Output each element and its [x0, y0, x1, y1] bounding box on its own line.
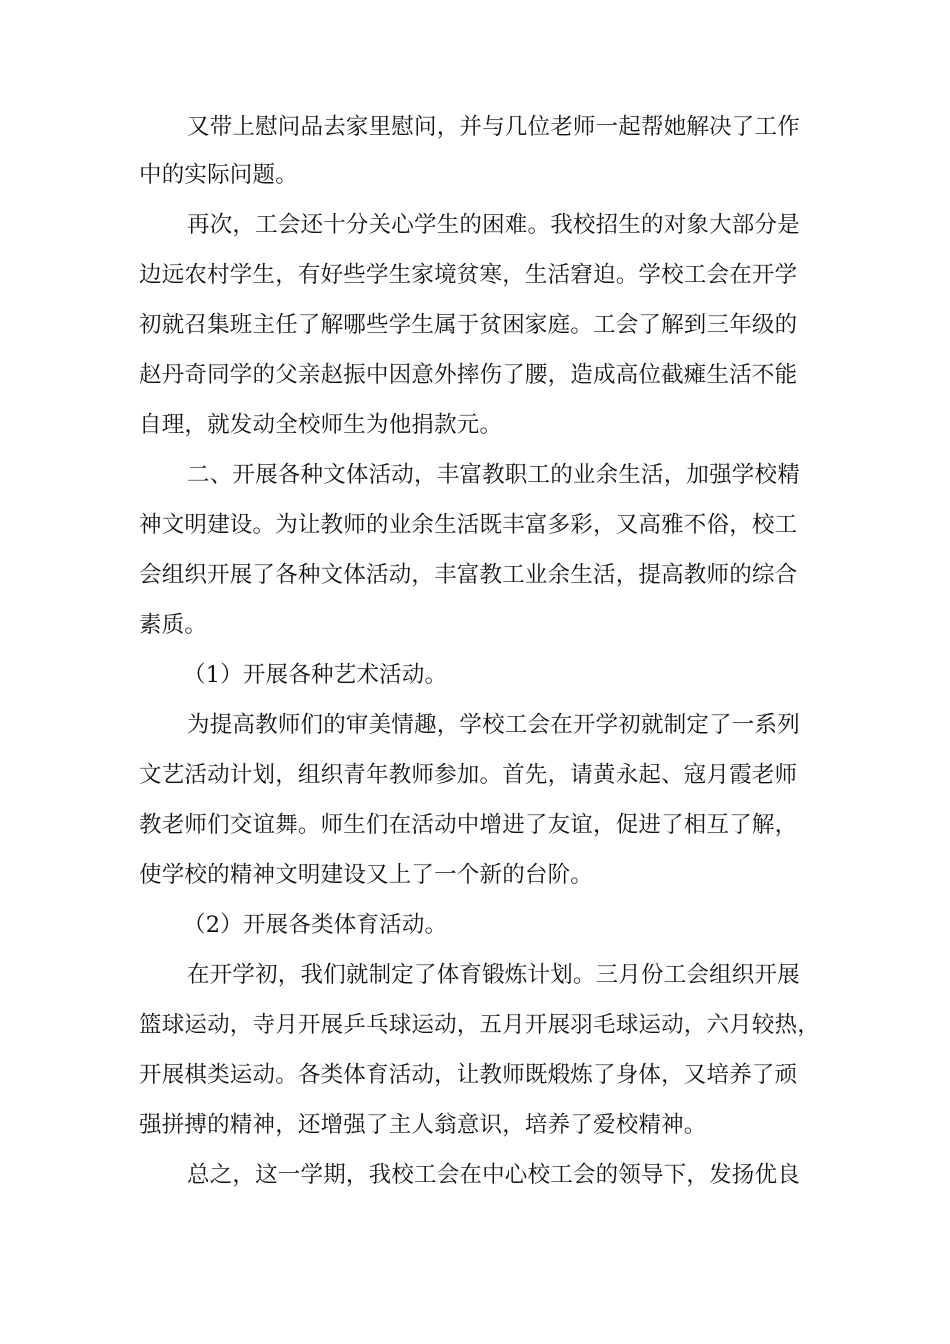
- text-line: 赵丹奇同学的父亲赵振中因意外摔伤了腰，造成高位截瘫生活不能: [139, 362, 798, 388]
- text-line: 总之，这一学期，我校工会在中心校工会的领导下，发扬优良: [187, 1162, 800, 1188]
- text-line: 自理，就发动全校师生为他捐款元。: [139, 412, 503, 438]
- text-line: 初就召集班主任了解哪些学生属于贫困家庭。工会了解到三年级的: [139, 312, 798, 338]
- text-line: 边远农村学生，有好些学生家境贫寒，生活窘迫。学校工会在开学: [139, 262, 798, 288]
- text-line: 中的实际问题。: [139, 162, 298, 188]
- text-line: 再次，工会还十分关心学生的困难。我校招生的对象大部分是: [187, 212, 800, 238]
- text-line: 为提高教师们的审美情趣，学校工会在开学初就制定了一系列: [187, 712, 800, 738]
- text-line: 神文明建设。为让教师的业余生活既丰富多彩，又高雅不俗，校工: [139, 512, 798, 538]
- text-line: 使学校的精神文明建设又上了一个新的台阶。: [139, 862, 594, 888]
- text-line: 强拼搏的精神，还增强了主人翁意识，培养了爱校精神。: [139, 1112, 707, 1138]
- text-line: 会组织开展了各种文体活动，丰富教工业余生活，提高教师的综合: [139, 562, 798, 588]
- text-line: 又带上慰问品去家里慰问，并与几位老师一起帮她解决了工作: [187, 114, 800, 140]
- text-line: 在开学初，我们就制定了体育锻炼计划。三月份工会组织开展: [187, 962, 800, 988]
- text-line: 素质。: [139, 612, 208, 638]
- text-line: 开展棋类运动。各类体育活动，让教师既煅炼了身体，又培养了顽: [139, 1062, 798, 1088]
- text-line: 篮球运动，寺月开展乒乓球运动，五月开展羽毛球运动，六月较热，: [139, 1012, 821, 1038]
- text-line: 教老师们交谊舞。师生们在活动中增进了友谊，促进了相互了解，: [139, 812, 798, 838]
- section-heading: （1）开展各种艺术活动。: [183, 662, 448, 688]
- text-line: 文艺活动计划，组织青年教师参加。首先，请黄永起、寇月霞老师: [139, 762, 798, 788]
- text-line: 二、开展各种文体活动，丰富教职工的业余生活，加强学校精: [187, 462, 800, 488]
- section-heading: （2）开展各类体育活动。: [183, 912, 448, 938]
